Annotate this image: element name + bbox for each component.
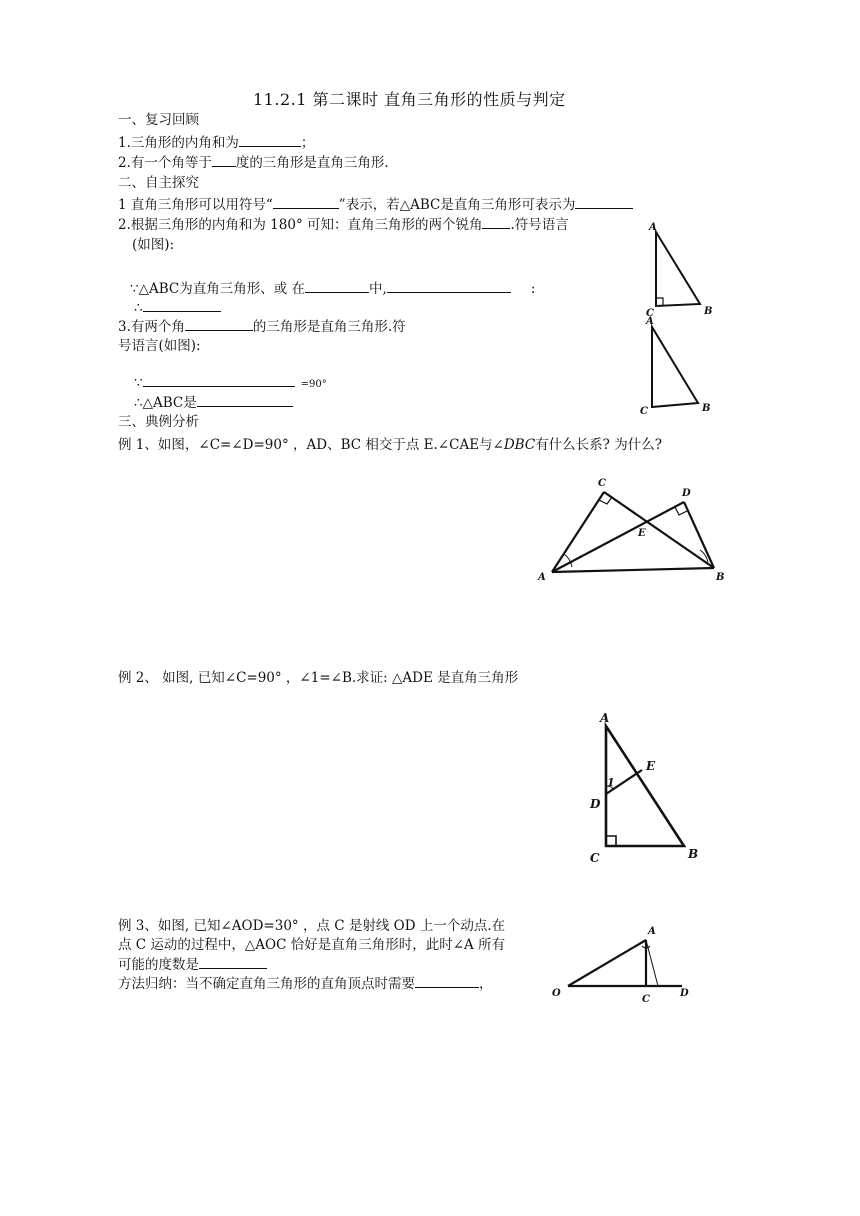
answer-blank[interactable]	[273, 195, 339, 209]
method-text: 方法归纳：当不确定直角三角形的直角顶点时需要	[118, 976, 415, 992]
question-1	[118, 133, 314, 152]
label-d: D	[680, 988, 689, 999]
label-d: D	[590, 797, 601, 811]
example-1-end: 有什么长系? 为什么?	[535, 437, 662, 453]
figure-right-triangle-1	[638, 218, 718, 320]
label-c: C	[590, 851, 600, 865]
answer-blank[interactable]	[185, 317, 253, 331]
figure-example-3	[548, 920, 718, 1006]
therefore-line	[134, 298, 221, 317]
answer-blank[interactable]	[143, 373, 295, 387]
label-o: O	[552, 988, 561, 999]
therefore-symbol: ∴	[134, 300, 143, 316]
example-3-line-3	[118, 955, 267, 974]
label-a: A	[648, 926, 656, 937]
question-2-text-b: 度的三角形是直角三角形.	[235, 155, 389, 171]
label-1: 1	[607, 776, 615, 789]
example-1-math: ∠DBC	[492, 437, 536, 453]
segment-a-alt	[646, 940, 658, 986]
answer-blank[interactable]	[482, 215, 510, 229]
example-3-line-1: 例 3、如图, 已知∠AOD=30° ，点 C 是射线 OD 上一个动点.在	[118, 918, 506, 934]
section-heading-examples: 三、典例分析	[118, 414, 199, 430]
label-b: B	[716, 572, 725, 583]
question-2	[118, 153, 389, 172]
right-angle-mark	[606, 836, 616, 846]
segment-ad	[552, 502, 684, 572]
triangle-abc	[652, 327, 698, 407]
because-text-b: 中,	[369, 281, 387, 297]
answer-blank[interactable]	[197, 393, 293, 407]
answer-blank[interactable]	[305, 279, 369, 293]
triangle-abc	[656, 232, 700, 306]
explore-item-3-text-a: 3.有两个角	[118, 319, 185, 335]
label-e: E	[638, 528, 646, 539]
answer-blank[interactable]	[199, 955, 267, 969]
because-line-2	[134, 373, 327, 394]
example-3-line-2: 点 C 运动的过程中，△AOC 恰好是直角三角形时，此时∠A 所有	[118, 937, 506, 953]
figure-right-triangle-2	[636, 313, 716, 417]
label-b: B	[702, 403, 711, 414]
equals-90: =90°	[300, 379, 327, 390]
segment-ac	[552, 492, 604, 572]
label-b: B	[688, 847, 699, 861]
explore-item-2	[118, 215, 569, 234]
label-b: B	[704, 306, 713, 317]
answer-blank[interactable]	[415, 974, 479, 988]
because-symbol: ∵	[134, 375, 143, 391]
therefore-line-2	[134, 393, 293, 412]
label-c: C	[640, 406, 648, 417]
explore-item-2-text-b: .符号语言	[510, 217, 569, 233]
label-a: A	[538, 572, 546, 583]
answer-blank[interactable]	[387, 279, 511, 293]
explore-item-3-text-b: 的三角形是直角三角形.符	[252, 319, 406, 335]
explore-item-1-text-b: ”表示，若△ABC是直角三角形可表示为	[338, 197, 576, 213]
explore-item-1	[118, 195, 633, 214]
because-text-a: ∵△ABC为直角三角形、或 在	[130, 281, 306, 297]
label-a: A	[646, 316, 654, 327]
explore-item-3	[118, 317, 406, 336]
question-1-text: 1.三角形的内角和为	[118, 135, 239, 151]
label-a: A	[600, 711, 610, 725]
label-c: C	[642, 994, 650, 1005]
explore-item-3-cont: 号语言(如图):	[118, 338, 201, 354]
figure-example-1	[532, 470, 732, 586]
right-angle-mark-d	[675, 507, 687, 515]
explore-item-2-figure-ref: (如图):	[132, 237, 175, 253]
explore-item-1-text-a: 1 直角三角形可以用符号“	[118, 197, 273, 213]
therefore-text: ∴△ABC是	[134, 395, 197, 411]
label-c: C	[598, 478, 606, 489]
figure-example-2	[584, 708, 704, 866]
answer-blank[interactable]	[575, 195, 633, 209]
answer-blank[interactable]	[212, 153, 236, 167]
example-1-text: 例 1、如图，∠C=∠D=90° ，AD、BC 相交于点 E.∠CAE与	[118, 437, 493, 453]
example-1	[118, 436, 662, 454]
answer-blank[interactable]	[239, 133, 301, 147]
segment-oa	[568, 940, 646, 986]
section-heading-review: 一、复习回顾	[118, 112, 199, 128]
page-title: 11.2.1 第二课时 直角三角形的性质与判定	[253, 90, 566, 109]
question-1-end: ；	[300, 135, 315, 151]
label-a: A	[649, 222, 657, 233]
segment-ab	[552, 568, 714, 572]
explore-item-2-text-a: 2.根据三角形的内角和为 180° 可知：直角三角形的两个锐角	[118, 217, 483, 233]
label-e: E	[646, 759, 656, 773]
answer-blank[interactable]	[143, 298, 221, 312]
because-line	[130, 279, 535, 298]
label-d: D	[682, 488, 691, 499]
method-end: ，	[479, 976, 493, 992]
question-2-text-a: 2.有一个角等于	[118, 155, 212, 171]
example-2: 例 2、 如图, 已知∠C=90° ，∠1=∠B.求证: △ADE 是直角三角形	[118, 670, 519, 686]
method-summary	[118, 974, 493, 993]
label-c: C	[646, 308, 654, 319]
because-text-c: :	[530, 281, 536, 297]
example-3-text: 可能的度数是	[118, 957, 199, 973]
section-heading-explore: 二、自主探究	[118, 175, 199, 191]
